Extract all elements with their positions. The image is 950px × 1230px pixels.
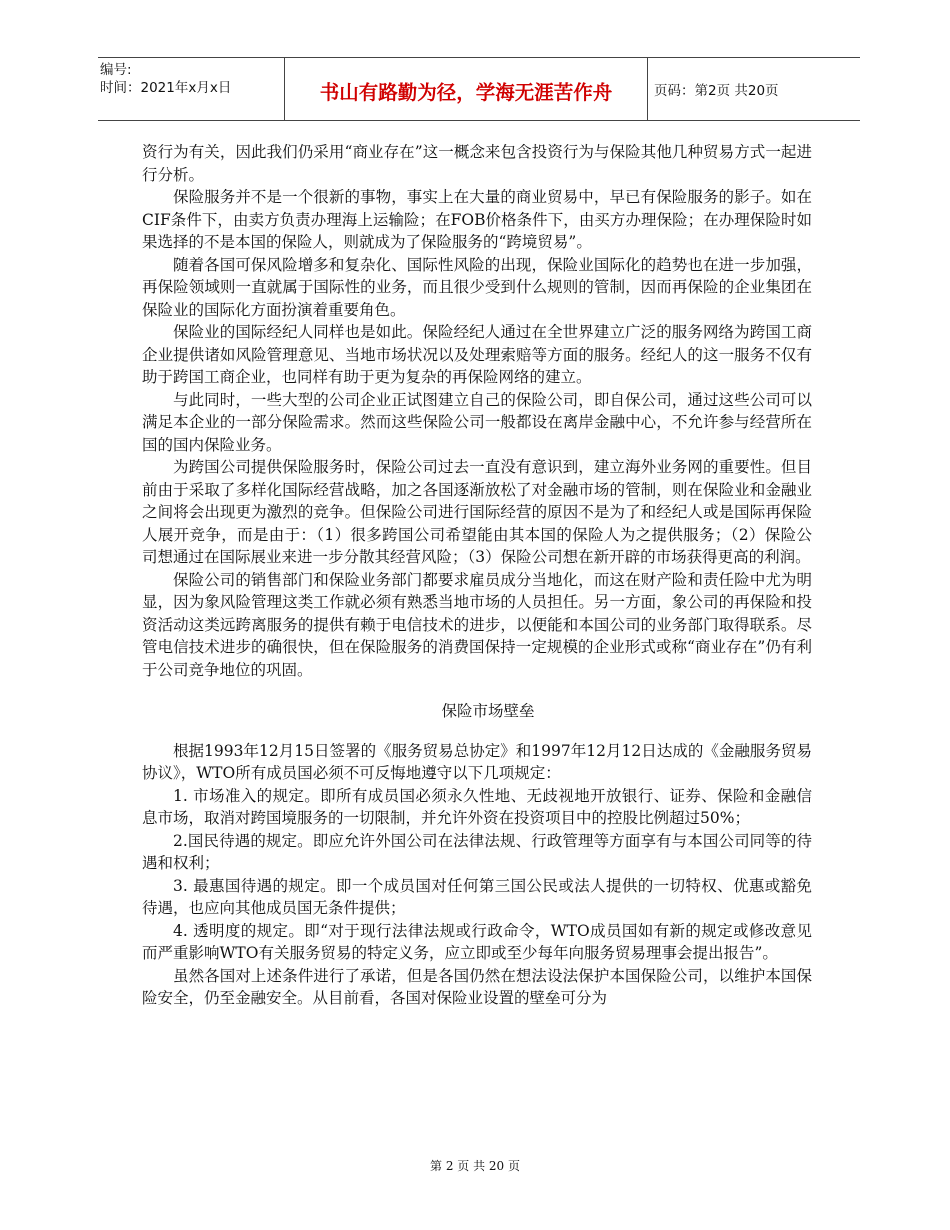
- motto-text: 书山有路勤为径，学海无涯苦作舟: [319, 81, 613, 104]
- header-page-info: [646, 58, 860, 120]
- body-paragraph: 与此同时，一些大型的公司企业正试图建立自己的保险公司，即自保公司，通过这些公司可以满足本企业的一部分保险需求。然而这些保险公司一般都设在离岸金融中心，不允许参与经营所在国的国内保险业务。: [142, 390, 812, 454]
- body-paragraph: 随着各国可保风险增多和复杂化、国际性风险的出现，保险业国际化的趋势也在进一步加强，再保险领域则一直就属于国际性的业务，而且很少受到什么规则的管制，因而再保险的企业集团在保险业的国际化方面扮演着重要角色。: [142, 255, 812, 319]
- body-paragraph: 根据1993年12月15日签署的《服务贸易总协定》和1997年12月12日达成的《金融服务贸易协议》，WTO所有成员国必须不可反悔地遵守以下几项规定：: [142, 741, 812, 782]
- page-header: [98, 57, 860, 121]
- body-paragraph: 保险服务并不是一个很新的事物，事实上在大量的商业贸易中，早已有保险服务的影子。如在CIF条件下，由卖方负责办理海上运输险；在FOB价格条件下，由买方办理保险；在办理保险时如果选择的不是本国的保险人，则就成为了保险服务的“跨境贸易”。: [142, 188, 812, 251]
- header-motto: [284, 58, 648, 120]
- document-number-label: 编号:: [100, 62, 132, 78]
- body-paragraph: 保险业的国际经纪人同样也是如此。保险经纪人通过在全世界建立广泛的服务网络为跨国工商企业提供诸如风险管理意见、当地市场状况以及处理索赔等方面的服务。经纪人的这一服务不仅有助于跨国工商企业，也同样有助于更为复杂的再保险网络的建立。: [142, 323, 812, 386]
- page-footer: 第 2 页 共 20 页: [430, 1159, 520, 1173]
- body-paragraph: 资行为有关，因此我们仍采用“商业存在”这一概念来包含投资行为与保险其他几种贸易方式一起进行分析。: [142, 143, 812, 184]
- document-time-label: 时间：2021年x月x日: [100, 80, 232, 96]
- body-paragraph: 为跨国公司提供保险服务时，保险公司过去一直没有意识到，建立海外业务网的重要性。但目前由于采取了多样化国际经营战略，加之各国逐渐放松了对金融市场的管制，则在保险业和金融业之间将会出现更为激烈的竞争。但保险公司进行国际经营的原因不是为了和经纪人或是国际再保险人展开竞争，而是由于：（1）很多跨国公司希望能由其本国的保险人为之提供服务；（2）保险公司想通过在国际展业来进一步分散其经营风险；（3）保险公司想在新开辟的市场获得更高的利润。: [142, 458, 812, 566]
- page-info-text: 页码：第2页 共20页: [654, 83, 779, 99]
- body-paragraph: 虽然各国对上述条件进行了承诺，但是各国仍然在想法设法保护本国保险公司，以维护本国保险安全，仍至金融安全。从目前看，各国对保险业设置的壁垒可分为: [142, 966, 812, 1007]
- list-item: 1. 市场准入的规定。即所有成员国必须永久性地、无歧视地开放银行、证券、保险和金融信息市场，取消对跨国境服务的一切限制，并允许外资在投资项目中的控股比例超过50%；: [142, 786, 812, 827]
- list-item: 4. 透明度的规定。即“对于现行法律法规或行政命令，WTO成员国如有新的规定或修改意见而严重影响WTO有关服务贸易的特定义务，应立即或至少每年向服务贸易理事会提出报告”。: [142, 921, 812, 962]
- section-title: 保险市场壁垒: [441, 702, 535, 720]
- body-paragraph: 保险公司的销售部门和保险业务部门都要求雇员成分当地化，而这在财产险和责任险中尤为明显，因为象风险管理这类工作就必须有熟悉当地市场的人员担任。另一方面，象公司的再保险和投资活动这类远跨离服务的提供有赖于电信技术的进步，以便能和本国公司的业务部门取得联系。尽管电信技术进步的确很快，但在保险服务的消费国保持一定规模的企业形式或称“商业存在”仍有利于公司竞争地位的巩固。: [142, 570, 812, 679]
- list-item: 3. 最惠国待遇的规定。即一个成员国对任何第三国公民或法人提供的一切特权、优惠或豁免待遇，也应向其他成员国无条件提供；: [142, 876, 812, 917]
- document-body: [142, 141, 812, 1010]
- list-item: 2.国民待遇的规定。即应允许外国公司在法律法规、行政管理等方面享有与本国公司同等的待遇和权利；: [142, 831, 812, 872]
- header-meta: [98, 58, 284, 120]
